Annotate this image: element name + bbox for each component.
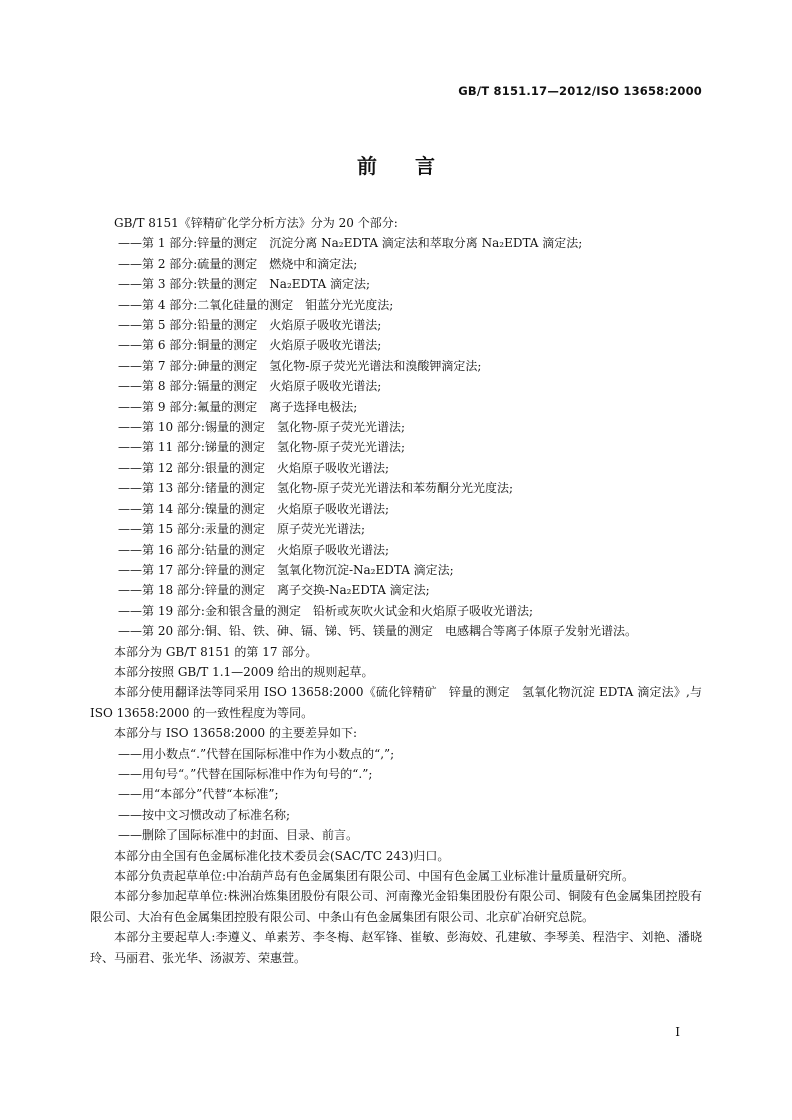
list-item: ——第 13 部分:锗量的测定 氢化物-原子荧光光谱法和苯芴酮分光光度法; — [118, 481, 514, 496]
differences-intro: 本部分与 ISO 13658:2000 的主要差异如下: — [114, 726, 358, 741]
list-item: ——第 14 部分:镍量的测定 火焰原子吸收光谱法; — [118, 501, 389, 516]
list-item: ——第 9 部分:氟量的测定 离子选择电极法; — [118, 399, 358, 414]
list-item: ——第 2 部分:硫量的测定 燃烧中和滴定法; — [118, 256, 358, 271]
parts-list — [90, 233, 702, 641]
list-item: ——第 19 部分:金和银含量的测定 铅析或灰吹火试金和火焰原子吸收光谱法; — [118, 603, 533, 618]
authors-paragraph: 本部分主要起草人:李遵义、单素芳、李冬梅、赵军锋、崔敏、彭海姣、孔建敏、李琴美、程浩宇、刘艳、潘晓玲、马丽君、张光华、汤淑芳、荣惠萱。 — [90, 930, 702, 965]
standard-code: GB/T 8151.17—2012/ISO 13658:2000 — [458, 84, 702, 98]
list-item: ——第 1 部分:锌量的测定 沉淀分离 Na₂EDTA 滴定法和萃取分离 Na₂EDTA 滴定法; — [118, 236, 583, 251]
list-item: ——第 12 部分:银量的测定 火焰原子吸收光谱法; — [118, 460, 389, 475]
committee-paragraph: 本部分由全国有色金属标准化技术委员会(SAC/TC 243)归口。 — [114, 848, 450, 863]
participant-drafter-paragraph: 本部分参加起草单位:株洲冶炼集团股份有限公司、河南豫光金铅集团股份有限公司、铜陵有色金属集团控股有限公司、大冶有色金属集团控股有限公司、中条山有色金属集团有限公司、北京矿冶研究总院。 — [90, 889, 702, 924]
list-item: ——第 3 部分:铁量的测定 Na₂EDTA 滴定法; — [118, 277, 371, 292]
list-item: ——第 10 部分:锡量的测定 氢化物-原子荧光光谱法; — [118, 420, 406, 435]
list-item: ——第 7 部分:砷量的测定 氢化物-原子荧光光谱法和溴酸钾滴定法; — [118, 358, 482, 373]
rules-paragraph: 本部分按照 GB/T 1.1—2009 给出的规则起草。 — [114, 664, 374, 679]
list-item: ——用句号“。”代替在国际标准中作为句号的“.”; — [118, 766, 373, 781]
lead-drafter-paragraph: 本部分负责起草单位:中冶葫芦岛有色金属集团有限公司、中国有色金属工业标准计量质量研究所。 — [114, 869, 635, 883]
list-item: ——第 16 部分:钴量的测定 火焰原子吸收光谱法; — [118, 542, 389, 557]
intro-paragraph: GB/T 8151《锌精矿化学分析方法》分为 20 个部分: — [114, 216, 398, 230]
list-item: ——第 5 部分:铅量的测定 火焰原子吸收光谱法; — [118, 318, 382, 333]
list-item: ——按中文习惯改动了标准名称; — [118, 807, 291, 822]
list-item: ——第 18 部分:锌量的测定 离子交换-Na₂EDTA 滴定法; — [118, 583, 430, 598]
list-item: ——删除了国际标准中的封面、目录、前言。 — [118, 828, 359, 843]
list-item: ——第 15 部分:汞量的测定 原子荧光光谱法; — [118, 522, 365, 537]
list-item: ——第 11 部分:锑量的测定 氢化物-原子荧光光谱法; — [118, 440, 406, 455]
foreword-body — [90, 213, 702, 968]
page-title: 前言 — [357, 154, 473, 178]
differences-list — [90, 744, 702, 846]
list-item: ——第 8 部分:镉量的测定 火焰原子吸收光谱法; — [118, 379, 382, 394]
list-item: ——第 17 部分:锌量的测定 氢氧化物沉淀-Na₂EDTA 滴定法; — [118, 562, 454, 577]
list-item: ——用小数点“.”代替在国际标准中作为小数点的“,”; — [118, 746, 395, 761]
page-number: I — [675, 1025, 680, 1039]
list-item: ——第 4 部分:二氧化硅量的测定 钼蓝分光光度法; — [118, 297, 394, 312]
list-item: ——用“本部分”代替“本标准”; — [118, 787, 279, 802]
list-item: ——第 6 部分:铜量的测定 火焰原子吸收光谱法; — [118, 338, 382, 353]
part17-paragraph: 本部分为 GB/T 8151 的第 17 部分。 — [114, 644, 318, 659]
list-item: ——第 20 部分:铜、铅、铁、砷、镉、锑、钙、镁量的测定 电感耦合等离子体原子发射光谱法。 — [118, 624, 637, 639]
translation-paragraph: 本部分使用翻译法等同采用 ISO 13658:2000《硫化锌精矿 锌量的测定 氢氧化物沉淀 EDTA 滴定法》,与 ISO 13658:2000 的一致性程度为等同。 — [90, 685, 702, 720]
